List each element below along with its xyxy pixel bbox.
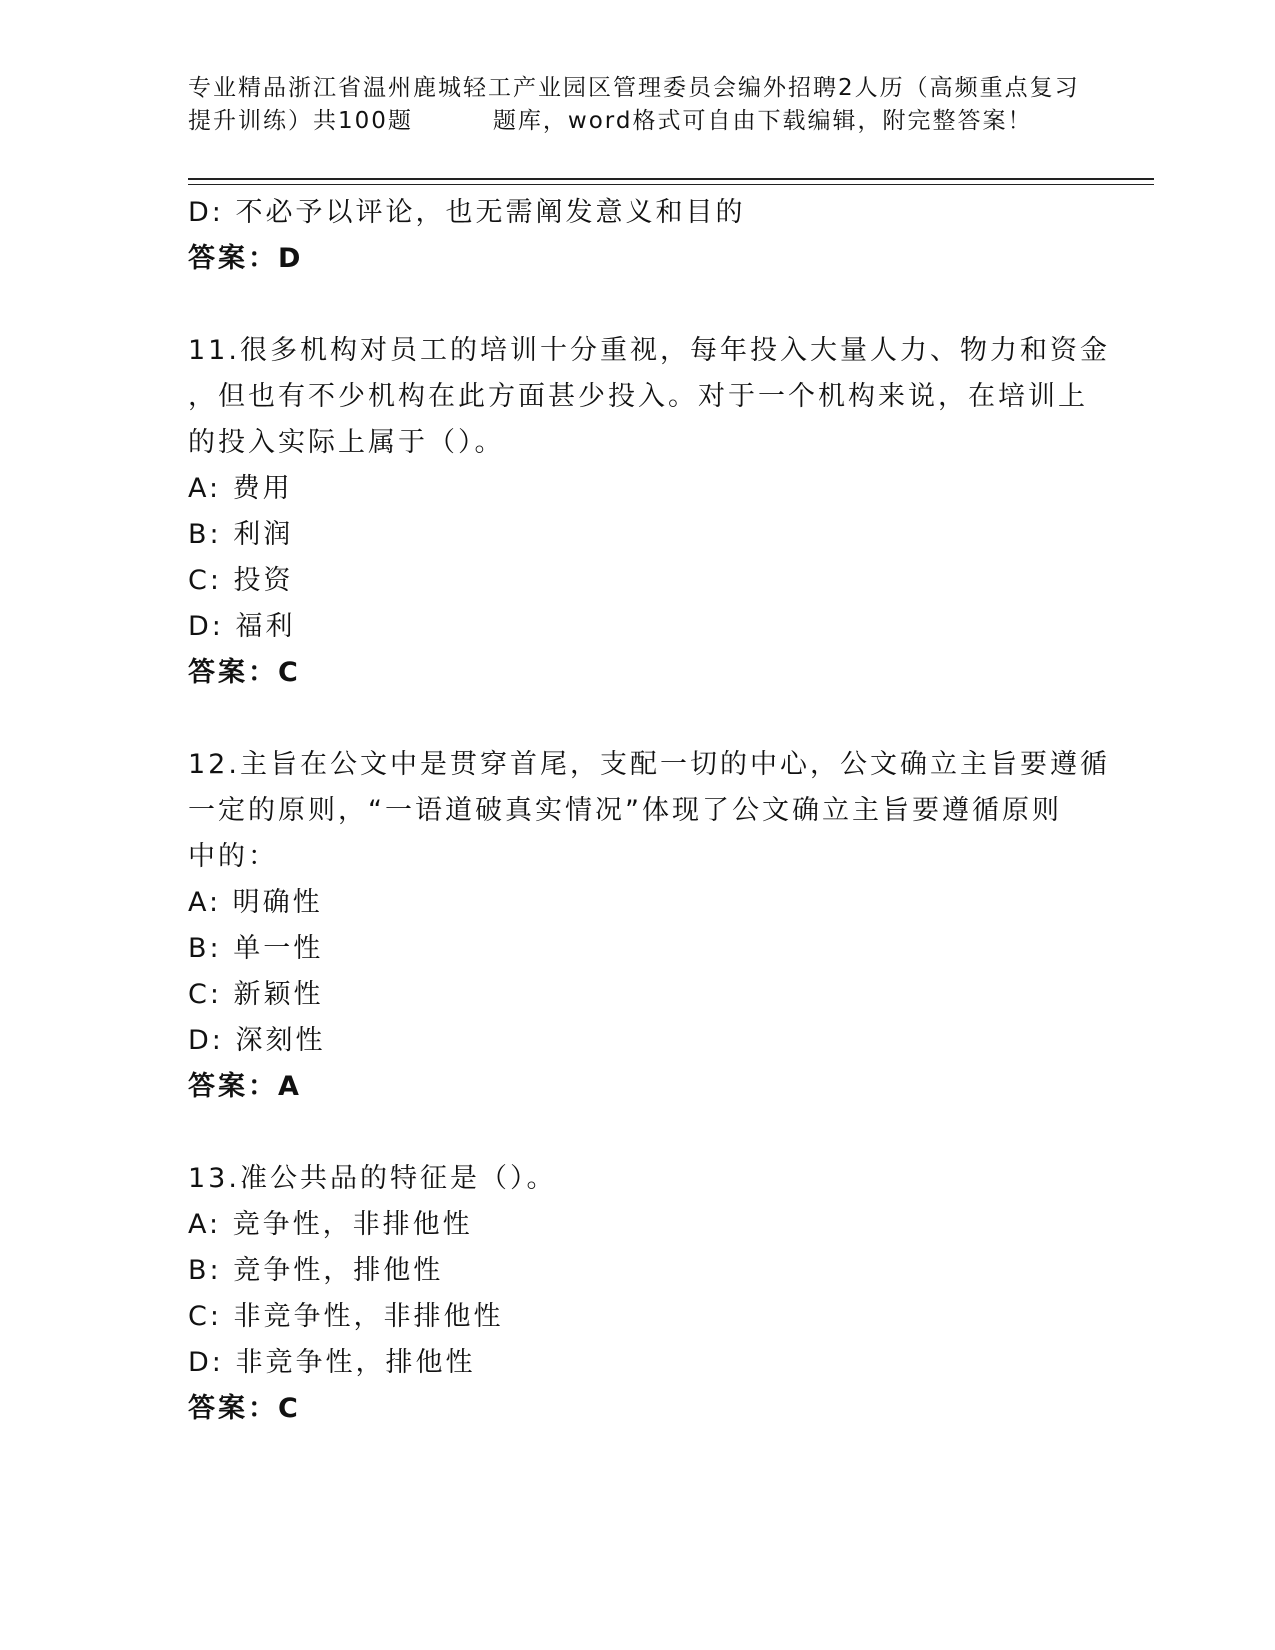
answer-line: 答案：D xyxy=(188,243,304,274)
header-line-2-left: 提升训练）共100题 xyxy=(188,108,413,134)
question-content xyxy=(188,190,1110,1432)
question-text-line: 11.很多机构对员工的培训十分重视，每年投入大量人力、物力和资金 xyxy=(188,335,1110,366)
question-11 xyxy=(188,328,1110,696)
previous-question-tail xyxy=(188,190,1088,282)
option-a: A: 明确性 xyxy=(188,887,323,918)
question-text-line: 一定的原则，“一语道破真实情况”体现了公文确立主旨要遵循原则 xyxy=(188,795,1062,826)
header-line-2 xyxy=(188,105,1093,138)
option-c: C: 非竞争性，非排他性 xyxy=(188,1301,504,1332)
question-13 xyxy=(188,1156,1088,1432)
spacer xyxy=(188,282,1088,328)
header-line-2-right: 题库，word格式可自由下载编辑，附完整答案！ xyxy=(492,108,1033,134)
option-d: D: 福利 xyxy=(188,611,296,642)
header-line-1: 专业精品浙江省温州鹿城轻工产业园区管理委员会编外招聘2人历（高频重点复习 xyxy=(188,75,1080,101)
option-d: D: 不必予以评论，也无需阐发意义和目的 xyxy=(188,197,746,228)
question-text-line: 12.主旨在公文中是贯穿首尾，支配一切的中心，公文确立主旨要遵循 xyxy=(188,749,1110,780)
question-12 xyxy=(188,742,1110,1110)
option-c: C: 投资 xyxy=(188,565,294,596)
option-a: A: 竞争性，非排他性 xyxy=(188,1209,473,1240)
option-d: D: 深刻性 xyxy=(188,1025,326,1056)
question-text-line: 13.准公共品的特征是（）。 xyxy=(188,1163,557,1194)
question-text-line: ，但也有不少机构在此方面甚少投入。对于一个机构来说，在培训上 xyxy=(188,381,1088,412)
option-a: A: 费用 xyxy=(188,473,293,504)
spacer xyxy=(188,1110,1088,1156)
option-b: B: 竞争性，排他性 xyxy=(188,1255,444,1286)
option-b: B: 利润 xyxy=(188,519,294,550)
option-c: C: 新颖性 xyxy=(188,979,324,1010)
question-text-line: 的投入实际上属于（）。 xyxy=(188,427,505,458)
answer-line: 答案：C xyxy=(188,657,301,688)
page-header xyxy=(188,72,1093,138)
spacer xyxy=(188,696,1088,742)
answer-line: 答案：C xyxy=(188,1393,301,1424)
header-rule-thick xyxy=(188,178,1154,180)
header-rule-thin xyxy=(188,184,1154,185)
option-d: D: 非竞争性，排他性 xyxy=(188,1347,476,1378)
option-b: B: 单一性 xyxy=(188,933,324,964)
question-text-line: 中的： xyxy=(188,841,278,872)
answer-line: 答案：A xyxy=(188,1071,302,1102)
